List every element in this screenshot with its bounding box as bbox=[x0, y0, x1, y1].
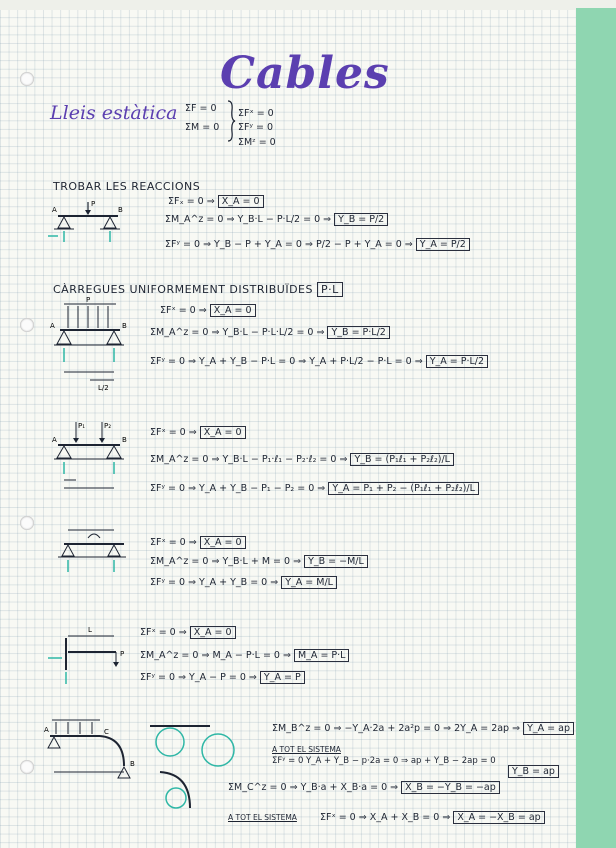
cantilever-eq2: ΣM_A^z = 0 ⇒ M_A − P·L = 0 ⇒ M_A = P·L bbox=[140, 650, 349, 661]
answer-box: Y_B = P·L/2 bbox=[327, 326, 389, 339]
answer-box: Y_A = P/2 bbox=[416, 238, 470, 251]
svg-text:P₂: P₂ bbox=[104, 422, 112, 430]
svg-text:P: P bbox=[120, 650, 125, 658]
cantilever-eq1: ΣFˣ = 0 ⇒ X_A = 0 bbox=[140, 627, 236, 638]
distributed-eq3: ΣFʸ = 0 ⇒ Y_A + Y_B − P·L = 0 ⇒ Y_A + P·L/2 − P·L = 0 ⇒ Y_A = P·L/2 bbox=[150, 356, 488, 367]
two-point-loads-beam-diagram bbox=[44, 418, 134, 498]
arch-eq2: ΣFʸ = 0 Y_A + Y_B − p·2a = 0 ⇒ ap + Y_B − 2ap = 0 bbox=[272, 756, 496, 766]
answer-box: Y_A = M/L bbox=[281, 576, 337, 589]
moment-eq3: ΣFʸ = 0 ⇒ Y_A + Y_B = 0 ⇒ Y_A = M/L bbox=[150, 577, 337, 588]
svg-text:A: A bbox=[50, 322, 55, 330]
svg-text:L: L bbox=[88, 626, 92, 634]
answer-box: X_A = 0 bbox=[190, 626, 236, 639]
two-loads-eq2: ΣM_A^z = 0 ⇒ Y_B·L − P₁·ℓ₁ − P₂·ℓ₂ = 0 ⇒ Y_B = (P₁ℓ₁ + P₂ℓ₂)/L bbox=[150, 454, 454, 465]
svg-text:A: A bbox=[52, 206, 57, 214]
green-margin-strip bbox=[576, 8, 616, 848]
cantilever-eq3: ΣFʸ = 0 ⇒ Y_A − P = 0 ⇒ Y_A = P bbox=[140, 672, 305, 683]
svg-text:L/2: L/2 bbox=[98, 384, 109, 392]
binder-hole bbox=[20, 318, 34, 332]
answer-box: M_A = P·L bbox=[294, 649, 350, 662]
binder-hole bbox=[20, 760, 34, 774]
binder-hole bbox=[20, 72, 34, 86]
svg-text:A: A bbox=[44, 726, 49, 734]
binder-hole bbox=[20, 516, 34, 530]
two-loads-eq3: ΣFʸ = 0 ⇒ Y_A + Y_B − P₁ − P₂ = 0 ⇒ Y_A = P₁ + P₂ − (P₁ℓ₁ + P₂ℓ₂)/L bbox=[150, 483, 479, 494]
arch-eq1: ΣM_B^z = 0 ⇒ −Y_A·2a + 2a²p = 0 ⇒ 2Y_A = 2ap ⇒ Y_A = ap bbox=[272, 723, 574, 734]
statics-comp-fx: ΣFˣ = 0 bbox=[238, 108, 274, 119]
svg-text:P: P bbox=[86, 296, 91, 304]
two-loads-eq1: ΣFˣ = 0 ⇒ X_A = 0 bbox=[150, 427, 246, 438]
statics-heading: Lleis estàtica bbox=[50, 102, 178, 124]
distributed-eq1: ΣFˣ = 0 ⇒ X_A = 0 bbox=[160, 305, 256, 316]
reactions-eq1: ΣFₓ = 0 ⇒ X_A = 0 bbox=[168, 196, 264, 207]
svg-text:A: A bbox=[52, 436, 57, 444]
statics-law-moment: ΣM = 0 bbox=[185, 122, 220, 133]
answer-box: X_A = 0 bbox=[200, 426, 246, 439]
section-heading-distributed: CÀRREGUES UNIFORMEMENT DISTRIBUÏDES P·L bbox=[53, 283, 343, 296]
answer-box: Y_B = P/2 bbox=[334, 213, 388, 226]
answer-box: Y_B = (P₁ℓ₁ + P₂ℓ₂)/L bbox=[350, 453, 454, 466]
answer-box: X_B = −Y_B = −ap bbox=[401, 781, 500, 794]
distributed-eq2: ΣM_A^z = 0 ⇒ Y_B·L − P·L·L/2 = 0 ⇒ Y_B = P·L/2 bbox=[150, 327, 390, 338]
svg-text:P: P bbox=[91, 200, 96, 208]
page-title: Cables bbox=[220, 48, 390, 99]
answer-box: Y_B = ap bbox=[508, 765, 559, 778]
answer-box: P·L bbox=[317, 282, 343, 297]
svg-text:B: B bbox=[130, 760, 135, 768]
statics-comp-fy: ΣFʸ = 0 bbox=[238, 122, 274, 133]
cantilever-beam-diagram bbox=[44, 622, 134, 692]
reactions-eq2: ΣM_A^z = 0 ⇒ Y_B·L − P·L/2 = 0 ⇒ Y_B = P/2 bbox=[165, 214, 388, 225]
page-top-margin bbox=[0, 0, 616, 10]
svg-text:B: B bbox=[122, 436, 127, 444]
arch-label-whole-system: A TOT EL SISTEMA bbox=[272, 745, 341, 754]
section-heading-reactions: TROBAR LES REACCIONS bbox=[53, 180, 201, 193]
reactions-eq3: ΣFʸ = 0 ⇒ Y_B − P + Y_A = 0 ⇒ P/2 − P + Y_A = 0 ⇒ Y_A = P/2 bbox=[165, 239, 470, 250]
applied-moment-beam-diagram bbox=[54, 522, 134, 582]
answer-box: X_A = −X_B = ap bbox=[453, 811, 544, 824]
arch-eq4: ΣFˣ = 0 ⇒ X_A + X_B = 0 ⇒ X_A = −X_B = ap bbox=[320, 812, 545, 823]
svg-text:C: C bbox=[104, 728, 109, 736]
svg-text:P₁: P₁ bbox=[78, 422, 86, 430]
statics-law-force: ΣF = 0 bbox=[185, 103, 217, 114]
moment-eq1: ΣFˣ = 0 ⇒ X_A = 0 bbox=[150, 537, 246, 548]
arch-ans2 bbox=[508, 766, 559, 777]
answer-box: Y_B = −M/L bbox=[304, 555, 368, 568]
svg-text:B: B bbox=[122, 322, 127, 330]
distributed-load-beam-diagram bbox=[44, 296, 134, 392]
answer-box: Y_A = P·L/2 bbox=[426, 355, 488, 368]
answer-box: X_A = 0 bbox=[210, 304, 256, 317]
simply-supported-beam-diagram bbox=[48, 198, 128, 248]
answer-box: Y_A = P bbox=[260, 671, 305, 684]
moment-eq2: ΣM_A^z = 0 ⇒ Y_B·L + M = 0 ⇒ Y_B = −M/L bbox=[150, 556, 368, 567]
answer-box: Y_A = ap bbox=[523, 722, 574, 735]
statics-comp-mz: ΣMᶻ = 0 bbox=[238, 137, 276, 148]
arch-label-bottom: A TOT EL SISTEMA bbox=[228, 813, 297, 822]
brace-icon bbox=[226, 100, 236, 142]
answer-box: X_A = 0 bbox=[218, 195, 264, 208]
answer-box: X_A = 0 bbox=[200, 536, 246, 549]
svg-text:B: B bbox=[118, 206, 123, 214]
arch-eq3: ΣM_C^z = 0 ⇒ Y_B·a + X_B·a = 0 ⇒ X_B = −Y_B = −ap bbox=[228, 782, 500, 793]
answer-box: Y_A = P₁ + P₂ − (P₁ℓ₁ + P₂ℓ₂)/L bbox=[328, 482, 479, 495]
